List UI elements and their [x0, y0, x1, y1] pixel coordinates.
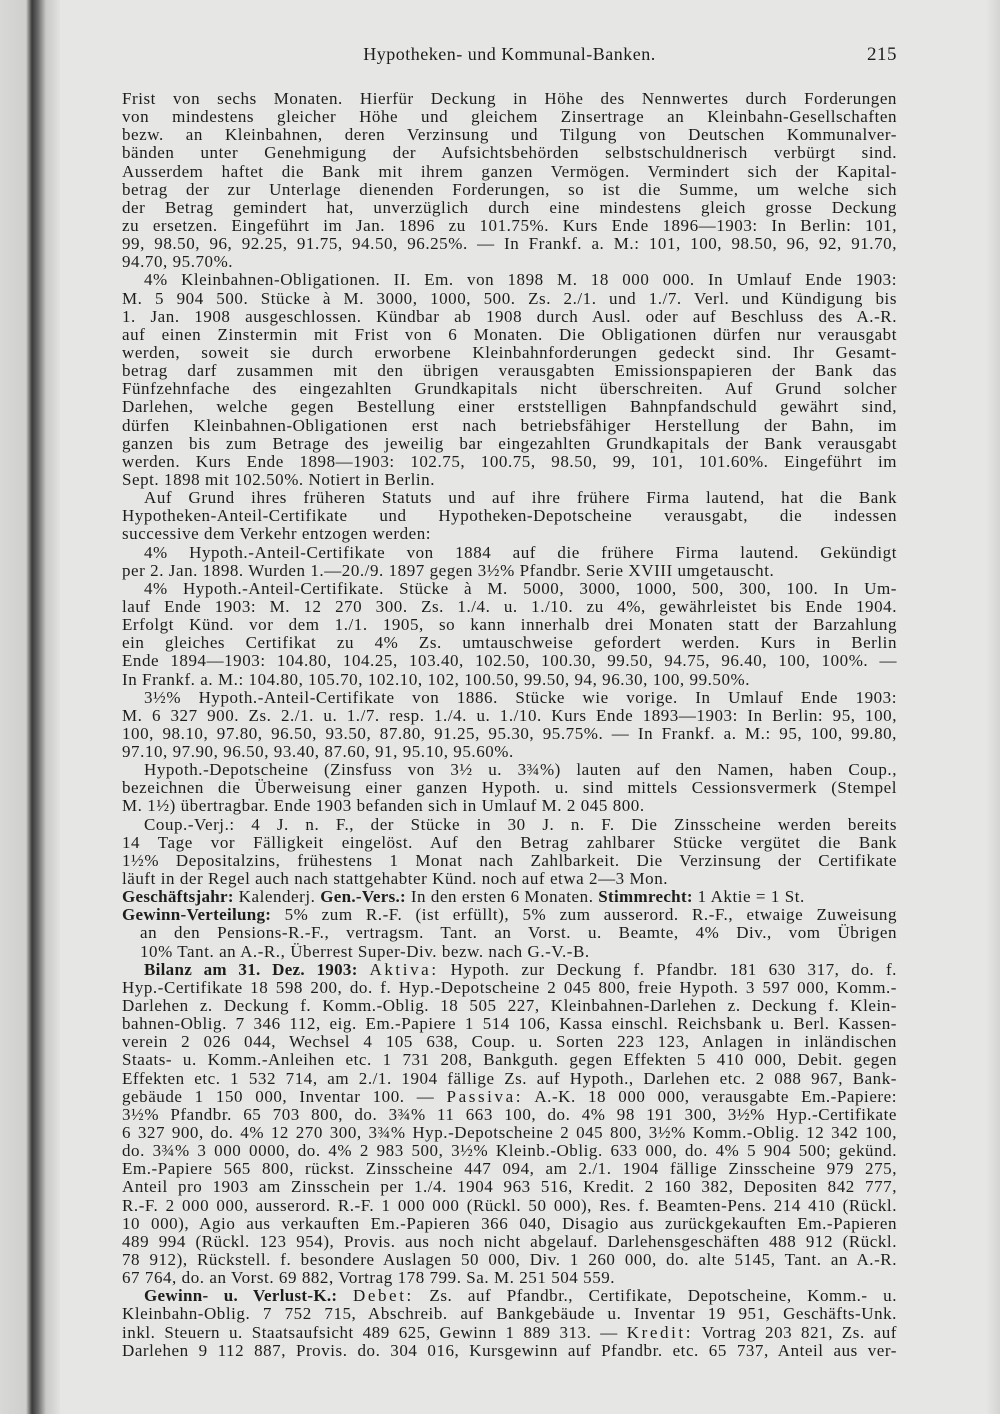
- text-line: 489 994 (Rückl. 123 954), Provis. aus noch nicht abgelauf. Darlehensgeschäften 488 912 (Rückl.: [122, 1231, 897, 1251]
- page-edge: [986, 0, 1000, 1414]
- text-run: 1 Aktie = 1 St.: [692, 887, 805, 907]
- bold-heading: Gewinn- u. Verlust-K.:: [144, 1286, 338, 1306]
- text-line: Anteil pro 1903 am Zinsschein per 1./4. 1904 963 516, Kredit. 2 160 382, Depositen 842 777,: [122, 1177, 897, 1197]
- paragraph: [122, 544, 897, 580]
- text-line: Hyp.-Certifikate 18 598 200, do. f. Hyp.-Depotscheine 2 045 800, freie Hypoth. 3 597 000, Komm.-: [122, 977, 897, 997]
- paragraph: [122, 271, 897, 489]
- paragraph: [122, 90, 897, 271]
- text-line: Ende 1894—1903: 104.80, 104.25, 103.40, 102.50, 100.30, 99.50, 94.75, 96.40, 100, 100%. —: [122, 651, 897, 671]
- text-run: [337, 1286, 353, 1305]
- text-line: ganzen bis zum Betrage des jeweilig bar eingezahlten Grundkapitals der Bank verausgabt: [122, 433, 897, 453]
- text-run: Hypoth. zur Deckung f. Pfandbr. 181 630 317, do. f.: [438, 959, 897, 979]
- text-line: Sept. 1898 mit 102.50%. Notiert in Berlin.: [122, 469, 436, 489]
- text-line: [122, 961, 897, 979]
- text-line: [122, 1287, 897, 1305]
- text-line: do. 3¾% 3 000 0000, do. 4% 2 983 500, 3½% Kleinb.-Oblig. 633 000, do. 4% 5 904 500; gekünd.: [122, 1141, 897, 1161]
- text-line: [122, 1088, 897, 1106]
- spaced-label: Passiva:: [446, 1086, 524, 1106]
- text-line: bezeichnen die Überweisung einer ganzen Hypoth. u. sind mittels Cessionsvermerk (Stempel: [122, 778, 897, 798]
- text-run: 5% zum R.-F. (ist erfüllt), 5% zum ausserord. R.-F., etwaige Zuweisung: [271, 905, 897, 925]
- bold-heading: Gen.-Vers.:: [320, 887, 407, 907]
- text-line: verein 2 026 044, Wechsel 4 105 638, Coup. u. Sorten 223 123, Anlagen in inländischen: [122, 1032, 897, 1052]
- text-line: läuft in der Regel auch nach stattgehabter Künd. noch auf etwa 2—3 Mon.: [122, 869, 669, 889]
- text-line: ein gleiches Certifikat zu 4% Zs. umtauschweise gefordert werden. Kurs in Berlin: [122, 633, 897, 653]
- text-line: der Betrag gemindert hat, unverzüglich durch eine mindestens gleich grosse Deckung: [122, 197, 897, 217]
- text-line: werden. Kurs Ende 1898—1903: 102.75, 100.75, 98.50, 99, 101, 101.60%. Eingeführt im: [122, 451, 897, 471]
- text-line: 99, 98.50, 96, 92.25, 91.75, 94.50, 96.25%. — In Frankf. a. M.: 101, 100, 98.50, 96, 92, 91.70,: [122, 234, 897, 254]
- text-line: Fünfzehnfache des eingezahlten Grundkapitals nicht überschreiten. Auf Grund solcher: [122, 379, 897, 399]
- text-run: Kalenderj.: [233, 887, 321, 907]
- spaced-label: Kredit:: [626, 1322, 694, 1342]
- text-line: [122, 888, 897, 906]
- text-line: bänden unter Genehmigung der Aufsichtsbehörden selbstschuldnerisch verbürgt sind.: [122, 143, 897, 163]
- text-line: Frist von sechs Monaten. Hierfür Deckung in Höhe des Nennwertes durch Forderungen: [122, 89, 897, 108]
- text-line: 1. Jan. 1908 ausgeschlossen. Kündbar ab 1908 durch Ausl. oder auf Beschluss des A.-R.: [122, 306, 897, 326]
- text-line: betrag der zur Unterlage dienenden Forderungen, so ist die Summe, um welche sich: [122, 179, 897, 199]
- text-line: M. 5 904 500. Stücke à M. 3000, 1000, 500. Zs. 2./1. und 1./7. Verl. und Kündigung bis: [122, 288, 897, 308]
- text-line: 10 000), Agio aus verkauften Em.-Papieren 366 040, Disagio aus zurückgekauften Em.-Papieren: [122, 1213, 897, 1233]
- text-line: R.-F. 2 000 000, ausserord. R.-F. 1 000 000 (Rückl. 50 000), Res. f. Beamten-Pens. 214 410 (Rückl.: [122, 1195, 897, 1215]
- paragraph: [122, 489, 897, 543]
- paragraph: [122, 961, 897, 1288]
- book-gutter-shadow: [0, 0, 60, 1414]
- text-line: Hypoth.-Depotscheine (Zinsfuss von 3½ u. 3¾%) lauten auf den Namen, haben Coup.,: [144, 760, 897, 780]
- bold-heading: Geschäftsjahr:: [122, 887, 234, 907]
- text-line: an den Pensions-R.-F., vertragsm. Tant. an Vorst. u. Beamte, 4% Div., vom Übrigen: [140, 923, 897, 943]
- text-line: per 2. Jan. 1898. Wurden 1.—20./9. 1897 gegen 3½% Pfandbr. Serie XVIII umgetauscht.: [122, 560, 775, 580]
- paragraph: [122, 888, 897, 906]
- text-line: 100, 98.10, 97.80, 96.50, 93.50, 87.80, 91.25, 95.30, 95.75%. — In Frankf. a. M.: 95, 100, 99.80,: [122, 723, 897, 743]
- text-line: werden, soweit sie durch erworbene Kleinbahnforderungen gedeckt sind. Ihr Gesamt-: [122, 342, 897, 362]
- text-line: Coup.-Verj.: 4 J. n. F., der Stücke in 30 J. n. F. Die Zinsscheine werden bereits: [144, 814, 897, 834]
- text-run: Vortrag 203 821, Zs. auf: [693, 1322, 897, 1342]
- text-line: dürfen Kleinbahnen-Obligationen erst nach betriebsfähiger Herstellung der Bahn, im: [122, 415, 897, 435]
- text-line: betrag darf zusammen mit den übrigen verausgabten Emissionspapieren der Bank das: [122, 361, 897, 381]
- text-line: zu ersetzen. Eingeführt im Jan. 1896 zu 101.75%. Kurs Ende 1896—1903: In Berlin: 101,: [122, 215, 897, 235]
- text-line: von mindestens gleicher Höhe und gleichem Zinsertrage an Kleinbahn-Gesellschaften: [122, 107, 897, 127]
- running-title: Hypotheken- und Kommunal-Banken.: [363, 44, 656, 64]
- text-line: 94.70, 95.70%.: [122, 252, 234, 272]
- text-line: Darlehen, welche gegen Bestellung einer erststelligen Bahnpfandschuld gewährt sind,: [122, 397, 897, 417]
- text-line: 4% Hypoth.-Anteil-Certifikate von 1884 auf die frühere Firma lautend. Gekündigt: [144, 542, 897, 562]
- paragraph: [122, 689, 897, 762]
- bold-heading: Bilanz am 31. Dez. 1903:: [144, 959, 358, 979]
- paragraph: [122, 761, 897, 815]
- text-line: 14 Tage vor Fälligkeit eingelöst. Auf den Betrag zahlbarer Stücke vergütet die Bank: [122, 832, 897, 852]
- bold-heading: Gewinn-Verteilung:: [122, 905, 272, 925]
- text-run: [358, 960, 370, 979]
- text-line: M. 6 327 900. Zs. 2./1. u. 1./7. resp. 1./4. u. 1./10. Kurs Ende 1893—1903: In Berlin: 95, 100,: [122, 705, 897, 725]
- text-line: [122, 906, 897, 924]
- text-line: 78 912), Rückstell. f. besondere Auslagen 50 000, Div. 1 260 000, do. alte 5145, Tant. an A.-R.: [122, 1250, 897, 1269]
- page-header: [122, 44, 897, 68]
- text-line: auf einen Zinstermin mit Frist von 6 Monaten. Die Obligationen dürfen nur verausgabt: [122, 324, 897, 344]
- text-line: 4% Kleinbahnen-Obligationen. II. Em. von 1898 M. 18 000 000. In Umlauf Ende 1903:: [144, 270, 897, 290]
- text-line: 97.10, 97.90, 96.50, 93.40, 87.60, 91, 95.10, 95.60%.: [122, 742, 514, 762]
- document-body: [122, 90, 897, 1360]
- text-line: 6 327 900, do. 4% 12 270 300, 3¾% Hyp.-Depotscheine 2 045 800, 3½% Komm.-Oblig. 12 342 100,: [122, 1123, 897, 1143]
- text-line: 3½% Pfandbr. 65 703 800, do. 3¾% 11 663 100, do. 4% 98 191 300, 3½% Hyp.-Certifikate: [122, 1104, 897, 1124]
- text-run: Zs. auf Pfandbr., Certifikate, Depotscheine, Komm.- u.: [413, 1286, 897, 1306]
- bold-heading: Stimmrecht:: [598, 887, 693, 907]
- paragraph: [122, 1287, 897, 1360]
- text-line: Ausserdem haftet die Bank mit ihrem ganzen Vermögen. Vermindert sich der Kapital-: [122, 161, 897, 181]
- text-line: [122, 1324, 897, 1342]
- text-line: Effekten etc. 1 532 714, am 2./1. 1904 fällige Zs. auf Hypoth., Darlehen etc. 2 088 967, Bank-: [122, 1068, 897, 1088]
- text-line: In Frankf. a. M.: 104.80, 105.70, 102.10, 102, 100.50, 99.50, 94, 96.30, 100, 99.50%.: [122, 669, 751, 689]
- text-line: M. 1½) übertragbar. Ende 1903 befanden sich in Umlauf M. 2 045 800.: [122, 796, 645, 816]
- text-run: In den ersten 6 Monaten.: [406, 887, 599, 907]
- text-line: Darlehen z. Deckung f. Komm.-Oblig. 18 505 227, Kleinbahnen-Darlehen z. Deckung f. Klein-: [122, 996, 897, 1016]
- text-line: lauf Ende 1903: M. 12 270 300. Zs. 1./4. u. 1./10. zu 4%, gewährleistet bis Ende 1904.: [122, 596, 897, 616]
- text-line: bahnen-Oblig. 7 346 112, eig. Em.-Papiere 1 514 106, Kassa einschl. Reichsbank u. Berl. Kassen-: [122, 1014, 897, 1034]
- paragraph: [122, 906, 897, 960]
- paragraph: [122, 816, 897, 889]
- text-line: 67 764, do. an Vorst. 69 882, Vortrag 178 799. Sa. M. 251 504 559.: [122, 1268, 616, 1288]
- text-line: 3½% Hypoth.-Anteil-Certifikate von 1886. Stücke wie vorige. In Umlauf Ende 1903:: [144, 687, 897, 707]
- text-line: 1½% Depositalzins, frühestens 1 Monat nach Zahlbarkeit. Die Verzinsung der Certifikate: [122, 850, 897, 870]
- text-line: 10% Tant. an A.-R., Überrest Super-Div. bezw. nach G.-V.-B.: [140, 941, 590, 961]
- text-line: Hypotheken-Anteil-Certifikate und Hypotheken-Depotscheine verausgabt, die indessen: [122, 506, 897, 526]
- text-line: bezw. an Kleinbahnen, deren Verzinsung und Tilgung von Deutschen Kommunalver-: [122, 125, 897, 145]
- text-line: Erfolgt Künd. vor dem 1./1. 1905, so kann innerhalb drei Monaten statt der Barzahlung: [122, 615, 897, 635]
- text-line: Kleinbahn-Oblig. 7 752 715, Abschreib. auf Bankgebäude u. Inventar 19 951, Geschäfts-Unk.: [122, 1304, 897, 1324]
- text-line: 4% Hypoth.-Anteil-Certifikate. Stücke à M. 5000, 3000, 1000, 500, 300, 100. In Um-: [144, 578, 897, 598]
- text-line: Auf Grund ihres früheren Statuts und auf ihre frühere Firma lautend, hat die Bank: [144, 488, 897, 508]
- text-run: A.-K. 18 000 000, verausgabte Em.-Papiere:: [523, 1086, 897, 1106]
- spaced-label: Aktiva:: [369, 959, 439, 979]
- spaced-label: Debet:: [352, 1286, 414, 1306]
- text-line: successive dem Verkehr entzogen werden:: [122, 524, 432, 544]
- text-line: Em.-Papiere 565 800, rückst. Zinsscheine 447 094, am 2./1. 1904 fällige Zinsscheine 979 275,: [122, 1159, 897, 1179]
- text-line: Staats- u. Komm.-Anleihen etc. 1 731 208, Bankguth. gegen Effekten 5 410 000, Debit. gegen: [122, 1050, 897, 1070]
- text-run: inkl. Steuern u. Staatsaufsicht 489 625, Gewinn 1 889 313. —: [122, 1322, 627, 1342]
- paragraph: [122, 580, 897, 689]
- page-number: 215: [867, 44, 897, 65]
- text-run: gebäude 1 150 000, Inventar 100. —: [122, 1086, 447, 1106]
- text-line: Darlehen 9 112 887, Provis. do. 304 016, Kursgewinn auf Pfandbr. etc. 65 737, Anteil aus ver-: [122, 1340, 897, 1360]
